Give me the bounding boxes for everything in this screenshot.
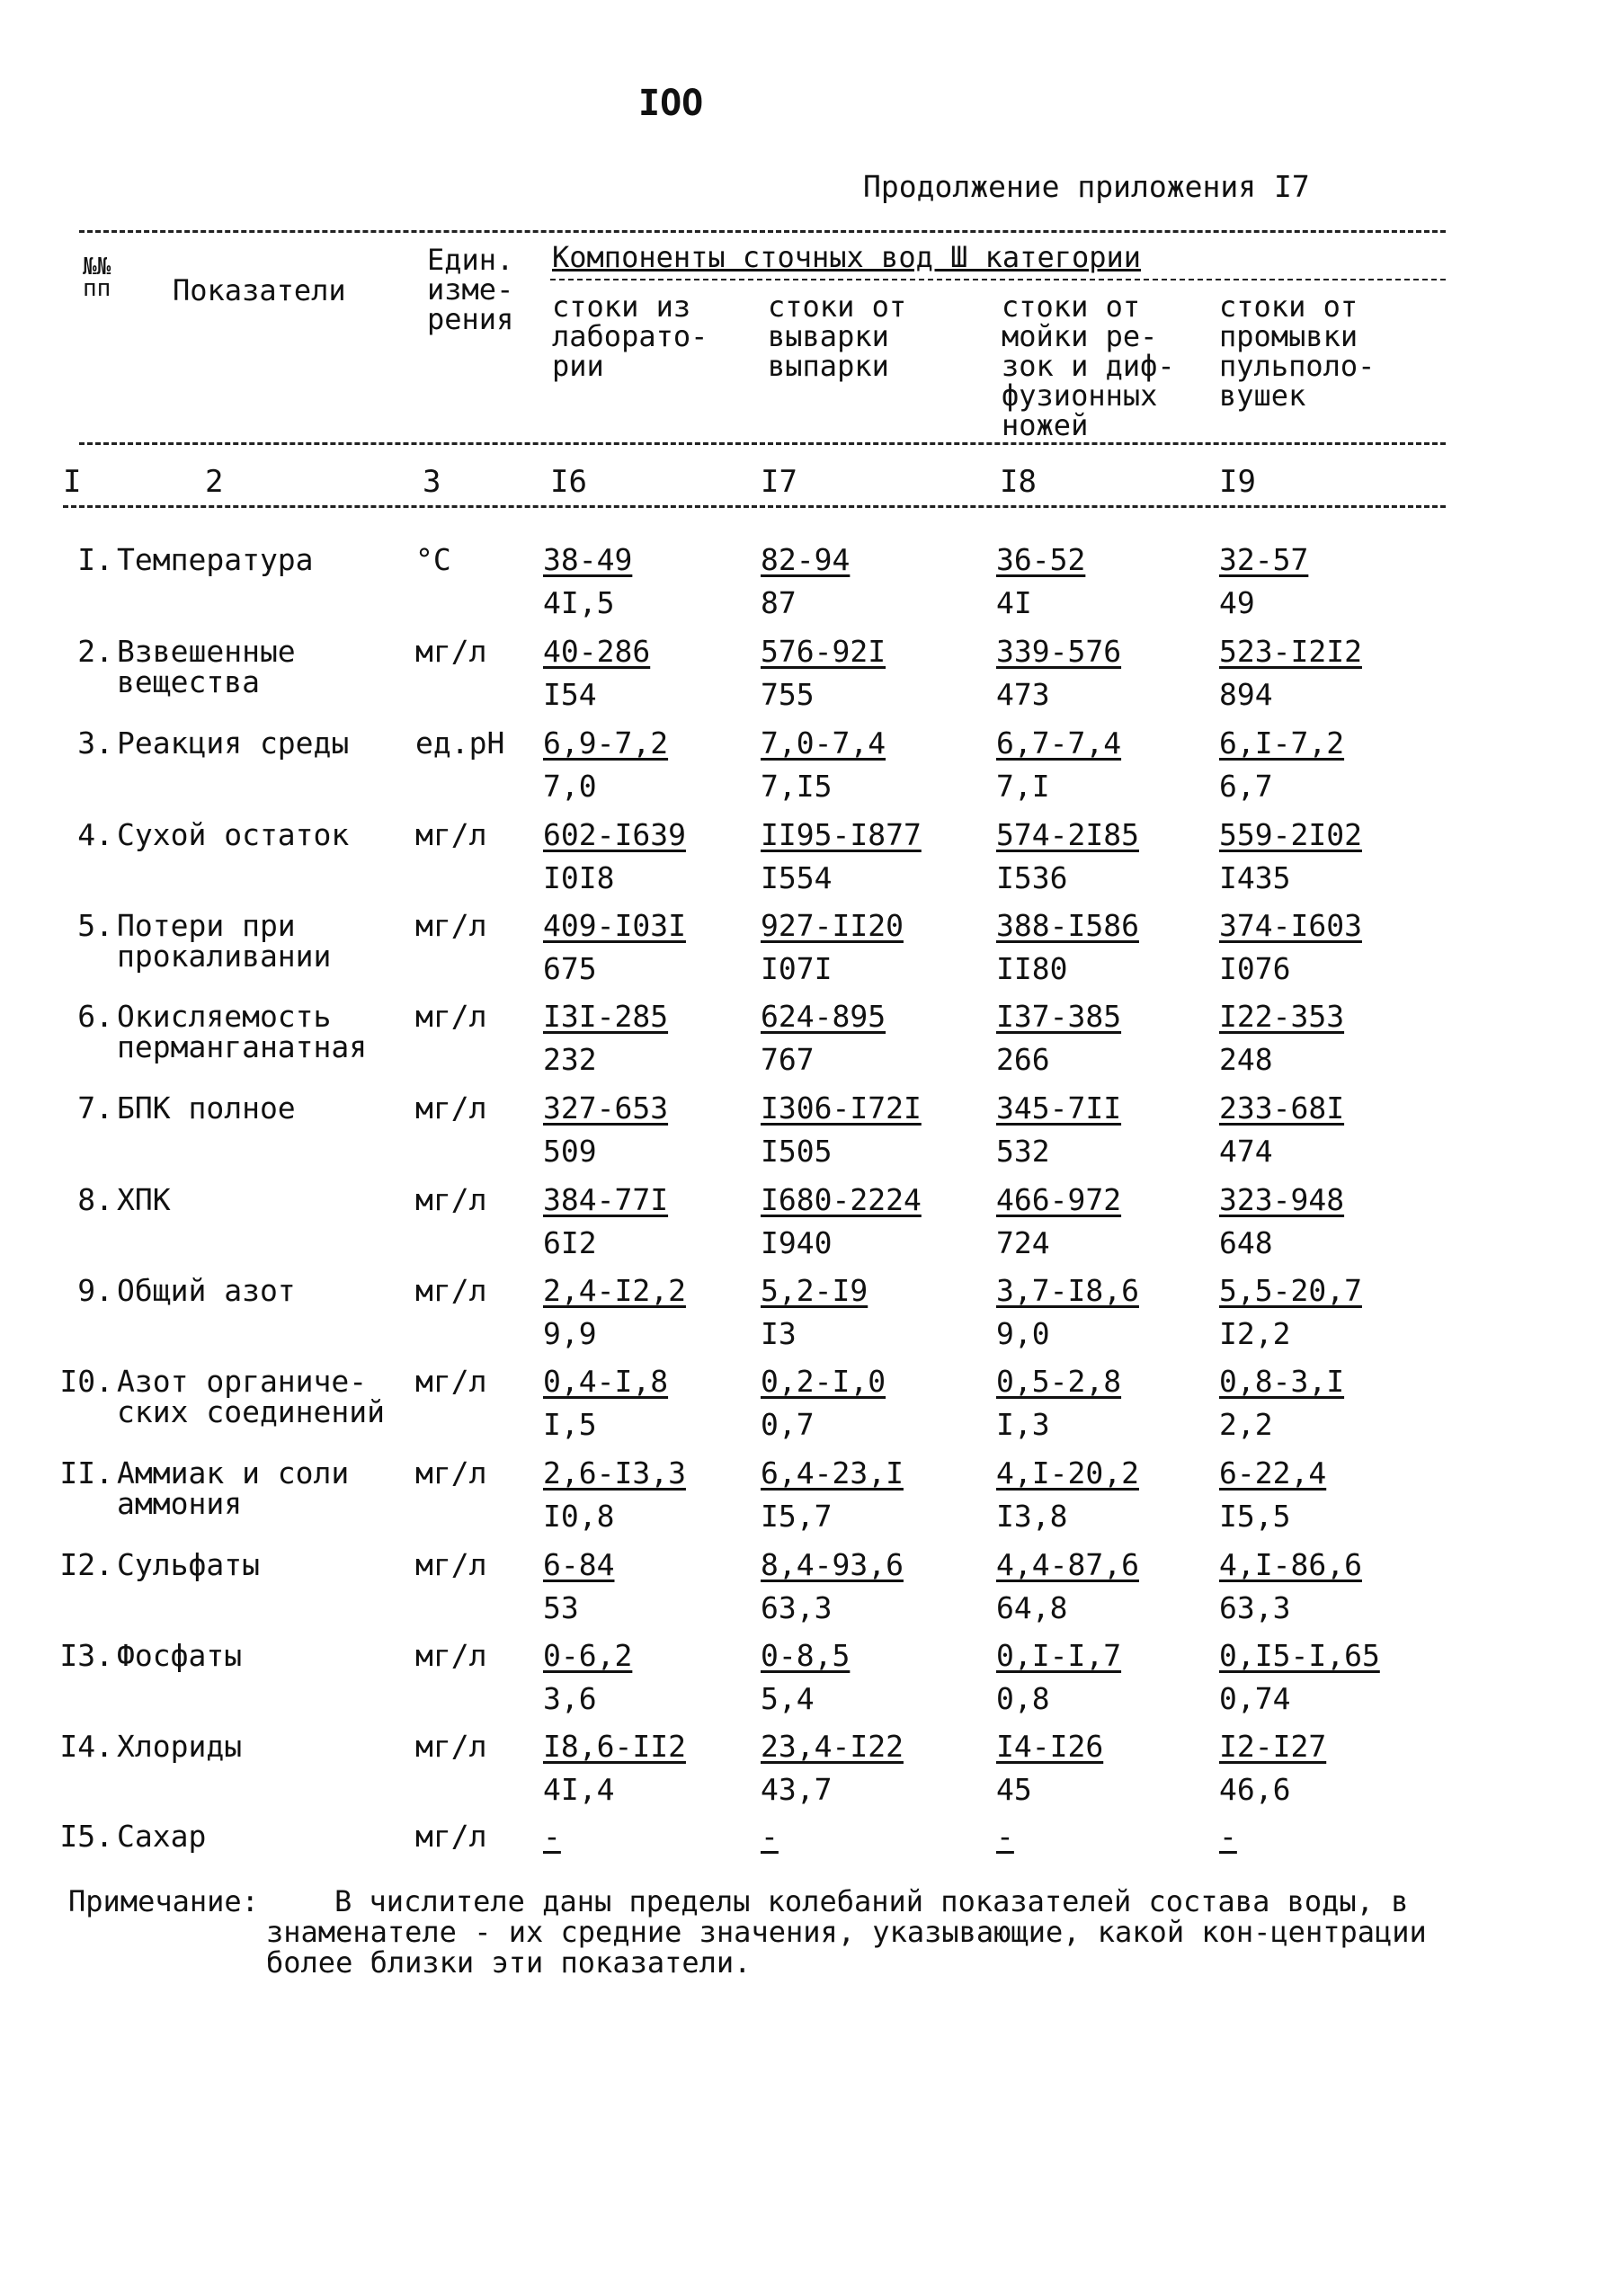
value-range: 38-49 <box>543 542 633 577</box>
value-cell <box>761 1090 967 1169</box>
value-range: 523-I2I2 <box>1219 634 1362 669</box>
row-indicator: ХПК <box>117 1182 171 1217</box>
value-mean: 63,3 <box>1219 1590 1291 1625</box>
value-range: 82-94 <box>761 542 851 577</box>
value-cell <box>1219 1638 1426 1716</box>
value-cell <box>543 908 750 986</box>
value-range: 388-I586 <box>996 908 1139 943</box>
value-cell <box>543 817 750 895</box>
row-number: I0. <box>59 1364 113 1399</box>
value-mean: 9,0 <box>996 1316 1050 1351</box>
value-mean: 6I2 <box>543 1225 597 1260</box>
row-unit: мг/л <box>415 1455 487 1491</box>
value-cell <box>543 1821 750 1864</box>
value-range: 0,I5-I,65 <box>1219 1638 1380 1673</box>
value-mean: I940 <box>761 1225 833 1260</box>
value-cell <box>543 1366 750 1440</box>
row-unit: мг/л <box>415 1090 487 1126</box>
value-range: 0,8-3,I <box>1219 1364 1345 1399</box>
value-range: I2-I27 <box>1219 1729 1327 1764</box>
table-row <box>0 1633 1621 1723</box>
value-cell <box>761 542 967 620</box>
value-range: 3,7-I8,6 <box>996 1273 1139 1308</box>
group-rule <box>550 279 1446 280</box>
row-unit: мг/л <box>415 1364 487 1399</box>
value-cell <box>761 636 967 710</box>
value-range: 2,4-I2,2 <box>543 1273 686 1308</box>
column-number-1: I <box>63 464 82 500</box>
value-mean: 64,8 <box>996 1590 1068 1625</box>
header-sub-2: стоки от выварки выпарки <box>768 289 907 383</box>
value-range: 5,5-20,7 <box>1219 1273 1362 1308</box>
value-range: 339-576 <box>996 634 1122 669</box>
column-number-4: I6 <box>550 464 587 500</box>
value-mean: 49 <box>1219 585 1255 620</box>
value-range: - <box>543 1819 561 1854</box>
row-number: I3. <box>59 1638 113 1673</box>
row-indicator: Сульфаты <box>117 1547 260 1582</box>
value-cell <box>543 1547 750 1625</box>
row-indicator: Окисляемость перманганатная <box>117 999 368 1064</box>
row-number: 3. <box>77 725 113 761</box>
value-mean: 7,0 <box>543 769 597 804</box>
row-unit: мг/л <box>415 999 487 1034</box>
header-unit: Един. изме-рения <box>427 243 514 336</box>
row-number: 2. <box>77 634 113 669</box>
value-range: 374-I603 <box>1219 908 1362 943</box>
row-unit: мг/л <box>415 1182 487 1217</box>
value-cell <box>1219 1731 1426 1805</box>
value-range: 5,2-I9 <box>761 1273 868 1308</box>
table-row <box>0 1451 1621 1541</box>
value-range: 36-52 <box>996 542 1086 577</box>
row-number: I5. <box>59 1819 113 1854</box>
value-range: 624-895 <box>761 999 886 1034</box>
row-number: I2. <box>59 1547 113 1582</box>
value-mean: I,5 <box>543 1407 597 1442</box>
value-range: 602-I639 <box>543 817 686 852</box>
value-mean: 509 <box>543 1134 597 1169</box>
value-cell <box>1219 1182 1426 1260</box>
value-range: 6,9-7,2 <box>543 725 669 761</box>
value-mean: I435 <box>1219 860 1291 895</box>
value-range: 576-92I <box>761 634 886 669</box>
value-cell <box>996 1366 1203 1440</box>
value-range: 0-6,2 <box>543 1638 633 1673</box>
table-row <box>0 994 1621 1084</box>
value-mean: I2,2 <box>1219 1316 1291 1351</box>
row-unit: мг/л <box>415 817 487 852</box>
row-unit: мг/л <box>415 1819 487 1854</box>
value-cell <box>543 1731 750 1805</box>
table-row <box>0 721 1621 811</box>
value-mean: 6,7 <box>1219 769 1273 804</box>
value-cell <box>543 1638 750 1716</box>
value-cell <box>996 1182 1203 1260</box>
value-cell <box>1219 725 1426 804</box>
value-cell <box>543 542 750 620</box>
value-mean: 7,I5 <box>761 769 833 804</box>
value-mean: 0,74 <box>1219 1681 1291 1716</box>
row-unit: мг/л <box>415 1729 487 1764</box>
value-range: 8,4-93,6 <box>761 1547 904 1582</box>
value-mean: 4I,5 <box>543 585 615 620</box>
footnote-label: Примечание: <box>68 1884 259 1918</box>
value-cell <box>543 1182 750 1260</box>
value-range: 345-7II <box>996 1090 1122 1126</box>
row-indicator: Сахар <box>117 1819 207 1854</box>
value-mean: 767 <box>761 1042 815 1077</box>
column-number-rule <box>63 505 1446 508</box>
value-range: - <box>761 1819 779 1854</box>
value-mean: 4I <box>996 585 1032 620</box>
header-bottom-rule <box>79 442 1446 445</box>
value-cell <box>761 1455 967 1534</box>
value-mean: 473 <box>996 677 1050 712</box>
value-range: 0,4-I,8 <box>543 1364 669 1399</box>
value-range: 6-84 <box>543 1547 615 1582</box>
value-mean: 46,6 <box>1219 1772 1291 1807</box>
value-range: 0,5-2,8 <box>996 1364 1122 1399</box>
value-mean: 474 <box>1219 1134 1273 1169</box>
value-range: I8,6-II2 <box>543 1729 686 1764</box>
value-mean: I0,8 <box>543 1499 615 1534</box>
value-cell <box>761 1821 967 1864</box>
table-row <box>0 629 1621 719</box>
value-mean: 724 <box>996 1225 1050 1260</box>
value-range: I680-2224 <box>761 1182 922 1217</box>
value-cell <box>543 1090 750 1169</box>
value-mean: I54 <box>543 677 597 712</box>
value-range: 4,I-86,6 <box>1219 1547 1362 1582</box>
value-cell <box>1219 1366 1426 1440</box>
value-mean: 648 <box>1219 1225 1273 1260</box>
table-row <box>0 1268 1621 1358</box>
value-cell <box>996 1638 1203 1716</box>
value-cell <box>1219 542 1426 620</box>
value-range: - <box>996 1819 1014 1854</box>
value-cell <box>761 1547 967 1625</box>
value-range: 409-I03I <box>543 908 686 943</box>
value-cell <box>996 817 1203 895</box>
row-indicator: Потери при прокаливании <box>117 908 332 974</box>
column-number-2: 2 <box>205 464 224 500</box>
row-number: II. <box>59 1455 113 1491</box>
row-number: 4. <box>77 817 113 852</box>
value-mean: I0I8 <box>543 860 615 895</box>
value-range: 0,2-I,0 <box>761 1364 886 1399</box>
value-range: 23,4-I22 <box>761 1729 904 1764</box>
value-cell <box>996 542 1203 620</box>
value-cell <box>761 1731 967 1805</box>
value-mean: 755 <box>761 677 815 712</box>
row-number: 8. <box>77 1182 113 1217</box>
value-mean: 675 <box>543 951 597 986</box>
value-cell <box>761 817 967 895</box>
row-unit: мг/л <box>415 634 487 669</box>
table-row <box>0 1724 1621 1814</box>
column-number-6: I8 <box>1000 464 1037 500</box>
table-row <box>0 813 1621 903</box>
value-cell <box>996 1731 1203 1805</box>
value-mean: 9,9 <box>543 1316 597 1351</box>
row-indicator: Температура <box>117 542 314 577</box>
value-range: II95-I877 <box>761 817 922 852</box>
header-num: №№ пп <box>83 254 111 302</box>
row-number: 6. <box>77 999 113 1034</box>
page-number: IOO <box>638 83 704 124</box>
value-range: 7,0-7,4 <box>761 725 886 761</box>
value-range: 32-57 <box>1219 542 1309 577</box>
row-number: 7. <box>77 1090 113 1126</box>
value-range: I22-353 <box>1219 999 1345 1034</box>
row-indicator: Хлориды <box>117 1729 243 1764</box>
value-mean: I536 <box>996 860 1068 895</box>
value-mean: I554 <box>761 860 833 895</box>
value-range: 4,4-87,6 <box>996 1547 1139 1582</box>
value-cell <box>761 1273 967 1351</box>
value-mean: 0,7 <box>761 1407 815 1442</box>
value-cell <box>1219 1273 1426 1351</box>
value-range: 0-8,5 <box>761 1638 851 1673</box>
value-mean: I,3 <box>996 1407 1050 1442</box>
value-cell <box>761 1182 967 1260</box>
value-mean: I076 <box>1219 951 1291 986</box>
row-unit: мг/л <box>415 908 487 943</box>
value-cell <box>996 1090 1203 1169</box>
value-mean: 2,2 <box>1219 1407 1273 1442</box>
value-range: 0,I-I,7 <box>996 1638 1122 1673</box>
table-top-rule <box>79 230 1446 233</box>
value-mean: 87 <box>761 585 797 620</box>
value-range: 323-948 <box>1219 1182 1345 1217</box>
row-indicator: Реакция среды <box>117 725 350 761</box>
value-range: 574-2I85 <box>996 817 1139 852</box>
continuation-title: Продолжение приложения I7 <box>863 169 1310 204</box>
header-indicator: Показатели <box>173 273 346 307</box>
value-mean: 232 <box>543 1042 597 1077</box>
table-row <box>0 903 1621 993</box>
value-cell <box>1219 636 1426 710</box>
value-cell <box>1219 1547 1426 1625</box>
value-cell <box>1219 1001 1426 1075</box>
table-row <box>0 1178 1621 1268</box>
value-cell <box>543 1455 750 1534</box>
value-mean: 248 <box>1219 1042 1273 1077</box>
header-sub-4: стоки от промывки пульполо-вушек <box>1219 289 1376 413</box>
value-cell <box>543 1273 750 1351</box>
value-mean: I5,5 <box>1219 1499 1291 1534</box>
value-range: 6,I-7,2 <box>1219 725 1345 761</box>
value-range: 466-972 <box>996 1182 1122 1217</box>
value-mean: 266 <box>996 1042 1050 1077</box>
value-cell <box>1219 1455 1426 1534</box>
value-range: I4-I26 <box>996 1729 1104 1764</box>
value-cell <box>996 725 1203 804</box>
row-unit: мг/л <box>415 1547 487 1582</box>
table-row <box>0 1359 1621 1449</box>
value-cell <box>761 1366 967 1440</box>
value-mean: 532 <box>996 1134 1050 1169</box>
row-indicator: Взвешенные вещества <box>117 634 296 699</box>
value-mean: I5,7 <box>761 1499 833 1534</box>
value-range: 233-68I <box>1219 1090 1345 1126</box>
column-number-5: I7 <box>761 464 797 500</box>
row-unit: мг/л <box>415 1638 487 1673</box>
value-cell <box>996 1001 1203 1075</box>
value-cell <box>996 1273 1203 1351</box>
value-mean: I3,8 <box>996 1499 1068 1534</box>
value-cell <box>761 725 967 804</box>
value-cell <box>761 1001 967 1075</box>
value-mean: 45 <box>996 1772 1032 1807</box>
row-number: 9. <box>77 1273 113 1308</box>
value-range: I37-385 <box>996 999 1122 1034</box>
row-indicator: Общий азот <box>117 1273 296 1308</box>
row-unit: мг/л <box>415 1273 487 1308</box>
row-number: 5. <box>77 908 113 943</box>
value-cell <box>543 1001 750 1075</box>
value-mean: I3 <box>761 1316 797 1351</box>
value-cell <box>761 908 967 986</box>
row-indicator: БПК полное <box>117 1090 296 1126</box>
value-cell <box>996 1547 1203 1625</box>
row-unit: °С <box>415 542 451 577</box>
value-range: 927-II20 <box>761 908 904 943</box>
value-mean: II80 <box>996 951 1068 986</box>
value-cell <box>996 1455 1203 1534</box>
table-row <box>0 1086 1621 1176</box>
value-cell <box>1219 1090 1426 1169</box>
table-row <box>0 1543 1621 1633</box>
value-mean: 0,8 <box>996 1681 1050 1716</box>
row-number: I4. <box>59 1729 113 1764</box>
row-unit: ед.рН <box>415 725 505 761</box>
value-mean: I505 <box>761 1134 833 1169</box>
value-range: 40-286 <box>543 634 651 669</box>
value-cell <box>996 636 1203 710</box>
value-range: I3I-285 <box>543 999 669 1034</box>
value-cell <box>996 1821 1203 1864</box>
value-range: - <box>1219 1819 1237 1854</box>
column-number-3: 3 <box>423 464 441 500</box>
column-number-7: I9 <box>1219 464 1256 500</box>
value-mean: 4I,4 <box>543 1772 615 1807</box>
value-range: 327-653 <box>543 1090 669 1126</box>
value-cell <box>1219 908 1426 986</box>
header-group: Компоненты сточных вод Ш категории <box>552 240 1142 274</box>
value-cell <box>761 1638 967 1716</box>
footnote-text: В числителе даны пределы колебаний показателей состава воды, в знаменателе - их средние значения, указывающие, какой кон-центрации более близки эти показатели. <box>266 1884 1427 1980</box>
value-mean: 63,3 <box>761 1590 833 1625</box>
row-indicator: Аммиак и соли аммония <box>117 1455 350 1521</box>
value-range: 6,7-7,4 <box>996 725 1122 761</box>
value-mean: 894 <box>1219 677 1273 712</box>
value-range: 4,I-20,2 <box>996 1455 1139 1491</box>
value-cell <box>543 725 750 804</box>
table-row <box>0 538 1621 627</box>
value-cell <box>1219 1821 1426 1864</box>
value-mean: 5,4 <box>761 1681 815 1716</box>
value-cell <box>543 636 750 710</box>
value-range: I306-I72I <box>761 1090 922 1126</box>
value-range: 384-77I <box>543 1182 669 1217</box>
header-sub-3: стоки от мойки ре-зок и диф-фузионных ножей <box>1002 289 1175 442</box>
value-mean: 7,I <box>996 769 1050 804</box>
value-range: 559-2I02 <box>1219 817 1362 852</box>
row-indicator: Азот органиче-ских соединений <box>117 1364 386 1429</box>
row-indicator: Фосфаты <box>117 1638 243 1673</box>
header-sub-1: стоки из лаборато-рии <box>552 289 708 383</box>
value-mean: 43,7 <box>761 1772 833 1807</box>
row-number: I. <box>77 542 113 577</box>
value-cell <box>996 908 1203 986</box>
row-indicator: Сухой остаток <box>117 817 350 852</box>
value-mean: 53 <box>543 1590 579 1625</box>
value-range: 6-22,4 <box>1219 1455 1327 1491</box>
value-mean: I07I <box>761 951 833 986</box>
value-cell <box>1219 817 1426 895</box>
value-range: 2,6-I3,3 <box>543 1455 686 1491</box>
value-range: 6,4-23,I <box>761 1455 904 1491</box>
value-mean: 3,6 <box>543 1681 597 1716</box>
